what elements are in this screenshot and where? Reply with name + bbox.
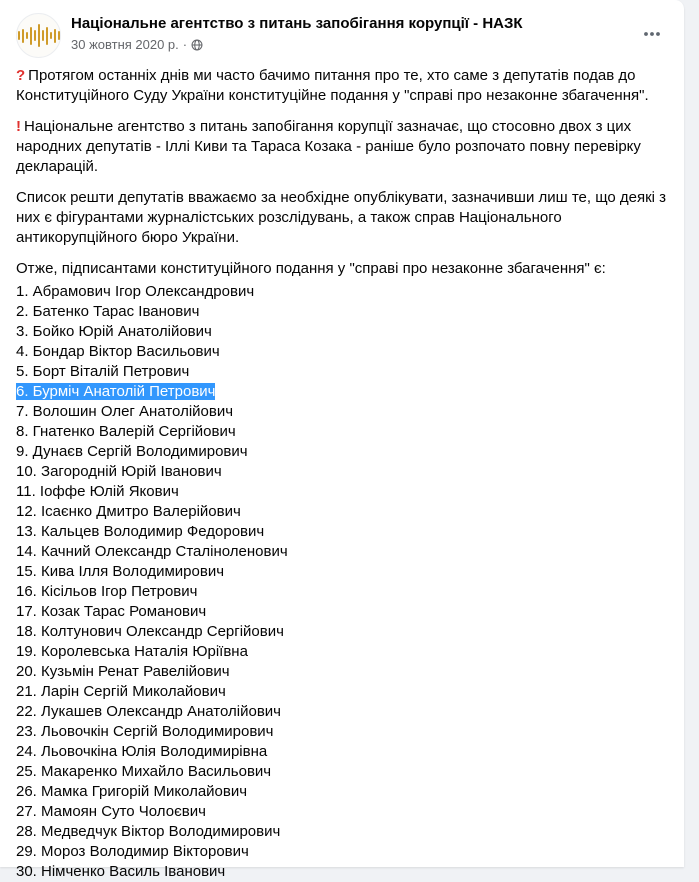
avatar[interactable]: [16, 13, 61, 58]
paragraph-text: Протягом останніх днів ми часто бачимо питання про те, хто саме з депутатів подав до Конституційного Суду України конституційне подання у "справі про незаконне збагачення".: [16, 67, 649, 104]
date-separator: ·: [182, 37, 188, 52]
post-paragraph-list-intro: [16, 259, 668, 279]
red-exclamation-icon: !: [16, 118, 21, 135]
paragraph-text: Національне агентство з питань запобігання корупції зазначає, що стосовно двох з цих народних депутатів - Іллі Киви та Тараса Козака - раніше було розпочато повну перевірку декларацій.: [16, 118, 641, 175]
post-paragraph: [16, 117, 668, 177]
list-item: 28. Медведчук Віктор Володимирович: [16, 823, 281, 840]
list-item: 5. Борт Віталій Петрович: [16, 363, 190, 380]
list-item: 20. Кузьмін Ренат Равелійович: [16, 663, 230, 680]
list-item: 11. Іоффе Юлій Якович: [16, 483, 179, 500]
red-question-icon: ?: [16, 67, 26, 84]
more-options-button[interactable]: [636, 18, 668, 50]
list-item: 30. Німченко Василь Іванович: [16, 863, 226, 880]
post-date[interactable]: 30 жовтня 2020 р.: [71, 37, 179, 52]
list-item: 16. Кісільов Ігор Петрович: [16, 583, 198, 600]
signatories-list: [16, 282, 668, 882]
list-item: 1. Абрамович Ігор Олександрович: [16, 283, 255, 300]
list-item: 8. Гнатенко Валерій Сергійович: [16, 423, 236, 440]
post-timestamp[interactable]: [71, 37, 626, 53]
page-title[interactable]: Національне агентство з питань запобігання корупції - НАЗК: [71, 15, 523, 32]
list-item: 9. Дунаєв Сергій Володимирович: [16, 443, 248, 460]
list-item: 13. Кальцев Володимир Федорович: [16, 523, 265, 540]
paragraph-text: Список решти депутатів вважаємо за необхідне опублікувати, зазначивши лиш те, що деякі з них є фігурантами журналістських розслідувань, а також справ Національного антикорупційного бюро України.: [16, 189, 667, 246]
list-item: 14. Качний Олександр Сталіноленович: [16, 543, 288, 560]
post-paragraph: [16, 188, 668, 248]
list-item: 15. Кива Ілля Володимирович: [16, 563, 225, 580]
paragraph-text: Отже, підписантами конституційного подання у "справі про незаконне збагачення" є:: [16, 260, 606, 277]
list-item: 25. Макаренко Михайло Васильович: [16, 763, 272, 780]
list-item: 24. Льовочкіна Юлія Володимирівна: [16, 743, 268, 760]
list-item: 26. Мамка Григорій Миколайович: [16, 783, 248, 800]
list-item: 7. Волошин Олег Анатолійович: [16, 403, 234, 420]
list-item: 29. Мороз Володимир Вікторович: [16, 843, 249, 860]
post-body: [0, 58, 684, 882]
list-item: 19. Королевська Наталія Юріївна: [16, 643, 248, 660]
list-item: 18. Колтунович Олександр Сергійович: [16, 623, 284, 640]
post-header: [0, 0, 684, 58]
list-item: 21. Ларін Сергій Миколайович: [16, 683, 226, 700]
list-item: 2. Батенко Тарас Іванович: [16, 303, 200, 320]
nazk-logo-icon: [18, 24, 60, 47]
list-item: 4. Бондар Віктор Васильович: [16, 343, 220, 360]
post-paragraph: [16, 66, 668, 106]
list-item: 22. Лукашев Олександр Анатолійович: [16, 703, 281, 720]
list-item: 23. Льовочкін Сергій Володимирович: [16, 723, 274, 740]
list-item-selected: 6. Бурміч Анатолій Петрович: [16, 383, 216, 400]
list-item: 17. Козак Тарас Романович: [16, 603, 207, 620]
globe-icon: [191, 39, 203, 51]
post-header-meta: [71, 13, 626, 53]
ellipsis-icon: [642, 24, 662, 44]
list-item: 3. Бойко Юрій Анатолійович: [16, 323, 212, 340]
list-item: 12. Ісаєнко Дмитро Валерійович: [16, 503, 241, 520]
list-item: 10. Загородній Юрій Іванович: [16, 463, 222, 480]
list-item: 27. Мамоян Суто Чолоєвич: [16, 803, 206, 820]
